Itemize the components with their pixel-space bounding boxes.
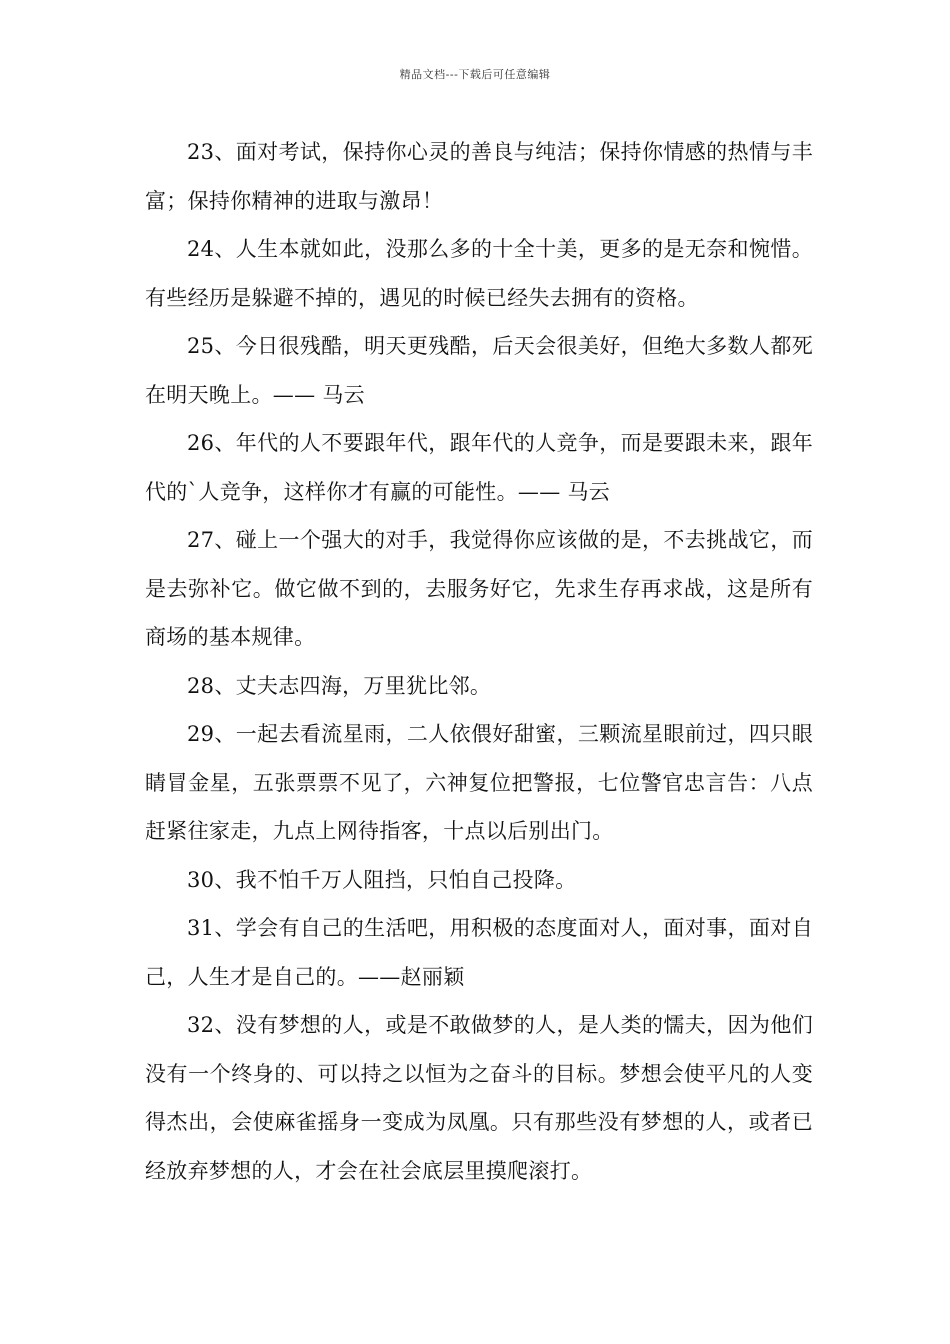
quote-paragraph-32: 32、没有梦想的人，或是不敢做梦的人，是人类的懦夫，因为他们没有一个终身的、可以持之以恒为之奋斗的目标。梦想会使平凡的人变得杰出，会使麻雀摇身一变成为凤凰。只有那些没有梦想的人，或者已经放弃梦想的人，才会在社会底层里摸爬滚打。 — [145, 1013, 813, 1183]
document-body — [145, 128, 813, 1195]
quote-paragraph-23: 23、面对考试，保持你心灵的善良与纯洁；保持你情感的热情与丰富；保持你精神的进取与激昂！ — [145, 140, 813, 213]
quote-paragraph-27: 27、碰上一个强大的对手，我觉得你应该做的是，不去挑战它，而是去弥补它。做它做不到的，去服务好它，先求生存再求战，这是所有商场的基本规律。 — [145, 528, 813, 649]
quote-paragraph-24: 24、人生本就如此，没那么多的十全十美，更多的是无奈和惋惜。有些经历是躲避不掉的，遇见的时候已经失去拥有的资格。 — [145, 237, 813, 310]
page-header: 精品文档---下载后可任意编辑 — [399, 68, 551, 81]
quote-paragraph-31: 31、学会有自己的生活吧，用积极的态度面对人，面对事，面对自己，人生才是自己的。——赵丽颖 — [145, 916, 813, 989]
quote-paragraph-25: 25、今日很残酷，明天更残酷，后天会很美好，但绝大多数人都死在明天晚上。—— 马云 — [145, 334, 813, 407]
quote-paragraph-26: 26、年代的人不要跟年代，跟年代的人竞争，而是要跟未来，跟年代的`人竞争，这样你才有赢的可能性。—— 马云 — [145, 431, 813, 504]
quote-paragraph-29: 29、一起去看流星雨，二人依偎好甜蜜，三颗流星眼前过，四只眼睛冒金星，五张票票不见了，六神复位把警报，七位警官忠言告：八点赶紧往家走，九点上网待指客，十点以后别出门。 — [145, 722, 813, 843]
quote-paragraph-28: 28、丈夫志四海，万里犹比邻。 — [187, 673, 492, 698]
quote-paragraph-30: 30、我不怕千万人阻挡，只怕自己投降。 — [187, 867, 577, 892]
